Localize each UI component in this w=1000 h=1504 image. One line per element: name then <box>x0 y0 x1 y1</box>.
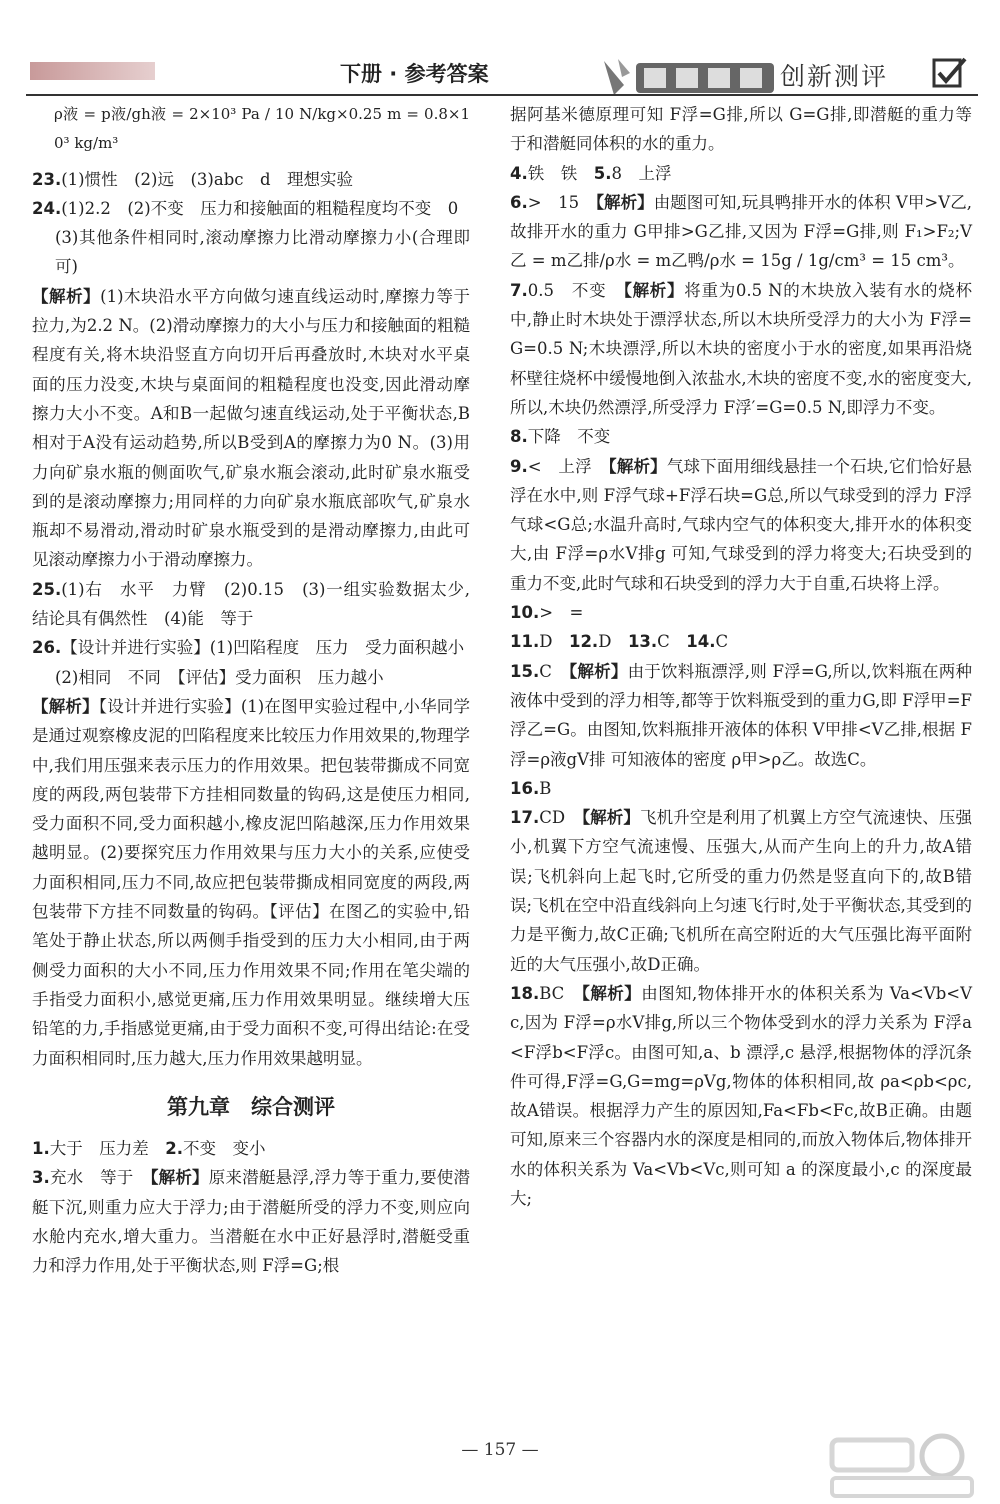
density-formula: ρ液 = p液/gh液 = 2×10³ Pa / 10 N/kg×0.25 m = 0.8×10³ kg/m³ <box>54 105 470 153</box>
answer-text: > = <box>539 603 584 623</box>
answer-text: 【设计并进行实验】(1)凹陷程度 压力 受力面积越小 <box>61 638 465 658</box>
answer-text: 不变 变小 <box>183 1139 266 1159</box>
header-decor-band <box>30 62 155 80</box>
explanation-text: 飞机升空是利用了机翼上方空气流速快、压强小,机翼下方空气流速慢、压强大,从而产生向上的升力,故A错误;飞机斜向上起飞时,它所受的重力仍然是竖直向下的,故B错误;飞机在空中沿直线斜向上匀速飞行时,处于平衡状态,其受到的力是平衡力,故C正确;飞机所在高空附近的大气压强比海平面附近的大气压强小,故D正确。 <box>510 808 973 974</box>
analysis-label: 【解析】 <box>150 1168 209 1188</box>
question-number: 25. <box>32 579 62 599</box>
answer-7 <box>510 276 972 422</box>
explanation-text: 气球下面用细线悬挂一个石块,它们恰好悬浮在水中,则 F浮气球+F浮石块=G总,所以气球受到的浮力 F浮气球<G总;水温升高时,气球内空气的体积变大,排开水的体积变大,由 F浮=ρ水V排g 可知,气球受到的浮力将变大;石块受到的重力不变,此时气球和石块受到的浮力大于自重,石块将上浮。 <box>510 456 973 593</box>
question-number: 2. <box>165 1139 183 1159</box>
question-number: 8. <box>510 427 528 447</box>
right-column <box>510 100 972 1213</box>
answer-text: 铁 铁 <box>527 163 594 183</box>
answer-text: C <box>657 632 687 652</box>
explanation-text: (1)木块沿水平方向做匀速直线运动时,摩擦力等于拉力,为2.2 N。(2)滑动摩擦力的大小与压力和接触面的粗糙程度有关,将木块沿竖直方向切开后再叠放时,木块对水平桌面的压力没变,木块与桌面间的粗糙程度也没变,因此滑动摩擦力大小不变。A和B一起做匀速直线运动,处于平衡状态,B相对于A没有运动趋势,所以B受到A的摩擦力为0 N。(3)用力向矿泉水瓶的侧面吹气,矿泉水瓶会滚动,此时矿泉水瓶受到的是滚动摩擦力;用同样的力向矿泉水瓶底部吹气,矿泉水瓶却不易滑动,滑动时矿泉水瓶受到的是滑动摩擦力,由此可见滚动摩擦力小于滑动摩擦力。 <box>32 286 470 570</box>
answer-text: 充水 等于 <box>49 1168 151 1188</box>
question-number: 3. <box>32 1168 50 1188</box>
explanation-text: 由题图可知,玩具鸭排开水的体积 V甲>V乙,故排开水的重力 G甲排>G乙排,又因为 F浮=G排,则 F₁>F₂;V乙 = m乙排/ρ水 = m乙鸭/ρ水 = 15g / 1g/cm³ = 15 cm³。 <box>510 192 972 271</box>
question-number: 4. <box>510 163 528 183</box>
analysis-label: 【解析】 <box>32 696 99 716</box>
answer-18 <box>510 979 972 1213</box>
answer-text: D <box>598 632 628 652</box>
answer-10 <box>510 598 972 627</box>
answer-26 <box>32 633 470 662</box>
header-brand: 创新测评 <box>780 62 889 91</box>
analysis-label: 【解析】 <box>608 456 667 476</box>
question-number: 12. <box>568 632 599 652</box>
answer-11-14 <box>510 627 972 656</box>
answer-8 <box>510 422 972 451</box>
analysis-label: 【解析】 <box>595 192 654 212</box>
question-number: 18. <box>510 983 540 1003</box>
question-number: 9. <box>510 456 528 476</box>
answer-text: < 上浮 <box>527 456 609 476</box>
answer-text: 0.5 不变 <box>527 280 624 300</box>
answer-26-line2: (2)相同 不同 【评估】受力面积 压力越小 <box>55 667 384 687</box>
answer-text: (1)惯性 (2)远 (3)abc d 理想实验 <box>61 169 354 189</box>
answer-24-line2: (3)其他条件相同时,滚动摩擦力比滑动摩擦力小(合理即可) <box>55 228 470 277</box>
answer-text: (1)2.2 (2)不变 压力和接触面的粗糙程度均不变 0 <box>61 198 459 218</box>
answer-6 <box>510 188 972 276</box>
analysis-label: 【解析】 <box>581 808 640 828</box>
explanation-text: 原来潜艇悬浮,浮力等于重力,要使潜艇下沉,则重力应大于浮力;由于潜艇所受的浮力不变,则应向水舱内充水,增大重力。当潜艇在水中正好悬浮时,潜艇受重力和浮力作用,处于平衡状态,则 F浮=G;根 <box>32 1168 471 1276</box>
answer-text: 下降 不变 <box>527 427 611 447</box>
page-number: — 157 — <box>461 1440 539 1460</box>
check-box-icon <box>932 56 968 88</box>
answer-text: (1)右 水平 力臂 (2)0.15 (3)一组实验数据太少,结论具有偶然性 (4)能 等于 <box>32 579 470 629</box>
answer-16 <box>510 774 972 803</box>
answer-text: C <box>715 632 729 652</box>
question-number: 6. <box>510 192 528 212</box>
answer-text: 8 上浮 <box>611 163 672 183</box>
question-number: 24. <box>32 198 62 218</box>
question-number: 26. <box>32 638 62 658</box>
answer-25 <box>32 575 470 634</box>
explanation-text: 【设计并进行实验】(1)在图甲实验过程中,小华同学是通过观察橡皮泥的凹陷程度来比较压力作用效果的,物理学中,我们用压强来表示压力的作用效果。把包装带撕成不同宽度的两段,两包装带下方挂相同数量的钩码,这是使压力相同,受力面积不同,受力面积越小,橡皮泥凹陷越深,压力作用效果越明显。(2)要探究压力作用效果与压力大小的关系,应使受力面积相同,压力不同,故应把包装带撕成相同宽度的两段,两包装带下方挂不同数量的钩码。【评估】在图乙的实验中,铅笔处于静止状态,所以两侧手指受到的压力大小相同,由于两侧受力面积的大小不同,压力作用效果不同;作用在笔尖端的手指受力面积小,感觉更痛,压力作用效果明显。继续增大压铅笔的力,手指感觉更痛,由于受力面积不变,可得出结论:在受力面积相同时,压力越大,压力作用效果越明显。 <box>32 696 471 1068</box>
question-number: 1. <box>32 1139 50 1159</box>
header-title: 下册 · 参考答案 <box>340 62 489 86</box>
header-rule <box>26 94 978 96</box>
explanation-text: 将重为0.5 N的木块放入装有水的烧杯中,静止时木块处于漂浮状态,所以木块所受浮力的大小为 F浮=G=0.5 N;木块漂浮,所以木块的密度小于水的密度,如果再沿烧杯壁往烧杯中缓慢地倒入浓盐水,木块的密度不变,水的密度变大,所以,木块仍然漂浮,所受浮力 F浮′=G=0.5 N,即浮力不变。 <box>510 280 972 417</box>
analysis-label: 【解析】 <box>581 983 642 1003</box>
question-number: 16. <box>510 778 540 798</box>
explanation-26 <box>32 692 470 1073</box>
question-number: 15. <box>510 661 540 681</box>
left-column <box>32 100 470 1281</box>
question-number: 13. <box>627 632 658 652</box>
answer-17 <box>510 803 972 979</box>
answer-4-5 <box>510 159 972 188</box>
brand-logo-icon <box>596 55 781 99</box>
question-number: 11. <box>510 632 540 652</box>
answer-23 <box>32 165 470 194</box>
answer-text: 大于 压力差 <box>49 1139 166 1159</box>
watermark-stamp-icon <box>822 1430 982 1500</box>
answer-24 <box>32 194 470 223</box>
question-number: 5. <box>593 163 612 183</box>
chapter-title: 第九章 综合测评 <box>167 1094 335 1119</box>
question-number: 23. <box>32 169 62 189</box>
answer-3 <box>32 1163 470 1280</box>
analysis-label: 【解析】 <box>32 286 101 306</box>
answer-3-continued: 据阿基米德原理可知 F浮=G排,所以 G=G排,即潜艇的重力等于和潜艇同体积的水的重力。 <box>510 105 972 154</box>
answer-text: B <box>539 778 552 798</box>
answer-text: D <box>539 632 569 652</box>
answer-text: CD <box>539 808 582 828</box>
explanation-text: 由图知,物体排开水的体积关系为 Va<Vb<Vc,因为 F浮=ρ水V排g,所以三个物体受到水的浮力关系为 F浮a<F浮b<F浮c。由图可知,a、b 漂浮,c 悬浮,根据物体的浮沉条件可得,F浮=G,G=mg=ρVg,物体的体积相同,故 ρa<ρb<ρc,故A错误。根据浮力产生的原因知,Fa<Fb<Fc,故B正确。由题可知,原来三个容器内水的深度是相同的,而放入物体后,物体排开水的体积关系为 Va<Vb<Vc,则可知 a 的深度最小,c 的深度最大; <box>510 983 972 1208</box>
question-number: 10. <box>510 603 540 623</box>
answer-text: C <box>539 661 569 681</box>
answer-1-2 <box>32 1134 470 1163</box>
analysis-label: 【解析】 <box>568 661 628 681</box>
answer-text: > 15 <box>527 192 596 212</box>
explanation-24 <box>32 282 470 575</box>
analysis-label: 【解析】 <box>623 280 685 300</box>
question-number: 17. <box>510 808 540 828</box>
answer-text: BC <box>539 983 582 1003</box>
explanation-text: 由于饮料瓶漂浮,则 F浮=G,所以,饮料瓶在两种液体中受到的浮力相等,都等于饮料瓶受到的重力G,即 F浮甲=F浮乙=G。由图知,饮料瓶排开液体的体积 V甲排<V乙排,根据 F浮=ρ液gV排 可知液体的密度 ρ甲>ρ乙。故选C。 <box>510 661 972 769</box>
question-number: 7. <box>510 280 528 300</box>
question-number: 14. <box>686 632 716 652</box>
answer-15 <box>510 657 972 774</box>
answer-9 <box>510 452 972 598</box>
page-header <box>0 0 1000 100</box>
